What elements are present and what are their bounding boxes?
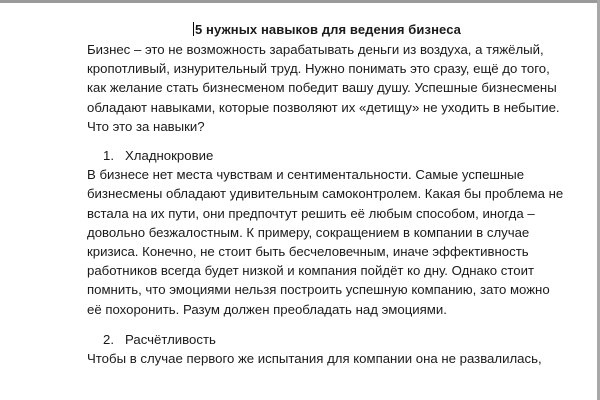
document-body[interactable] bbox=[87, 12, 567, 368]
section-heading-text: Расчётливость bbox=[125, 331, 216, 347]
section-2-paragraph: Чтобы в случае первого же испытания для компании она не развалилась, bbox=[87, 351, 542, 367]
section-heading-text: Хладнокровие bbox=[125, 148, 214, 164]
section-1-paragraph: В бизнесе нет места чувствам и сентиментальности. Самые успешные бизнесмены обладают удивительным самоконтролем. Какая бы проблема не встала на их пути, они предпочтут решить её любым способом, иногда – довольно безжалостным. К примеру, сокращением в компании в случае кризиса. Конечно, не стоит быть бесчеловечным, иначе эффективность работников всегда будет низкой и компания пойдёт ко дну. Однако стоит помнить, что эмоциями нельзя построить успешную компанию, зато можно её похоронить. Разум должен преобладать над эмоциями. bbox=[87, 167, 564, 317]
list-number: 1. bbox=[103, 148, 114, 164]
section-heading-2 bbox=[87, 330, 567, 349]
section-heading-1 bbox=[87, 146, 567, 165]
document-title bbox=[87, 20, 567, 40]
document-title-text: 5 нужных навыков для ведения бизнеса bbox=[194, 22, 462, 37]
text-cursor bbox=[193, 22, 194, 36]
list-number: 2. bbox=[103, 331, 114, 347]
window-top-edge bbox=[0, 0, 600, 3]
intro-paragraph: Бизнес – это не возможность зарабатывать деньги из воздуха, а тяжёлый, кропотливый, изнурительный труд. Нужно понимать это сразу, ещё до того, как желание стать бизнесменом победит вашу душу. Успешные бизнесмены обладают навыками, которые позволяют их «детищу» не уходить в небытие. Что это за навыки? bbox=[87, 42, 560, 134]
